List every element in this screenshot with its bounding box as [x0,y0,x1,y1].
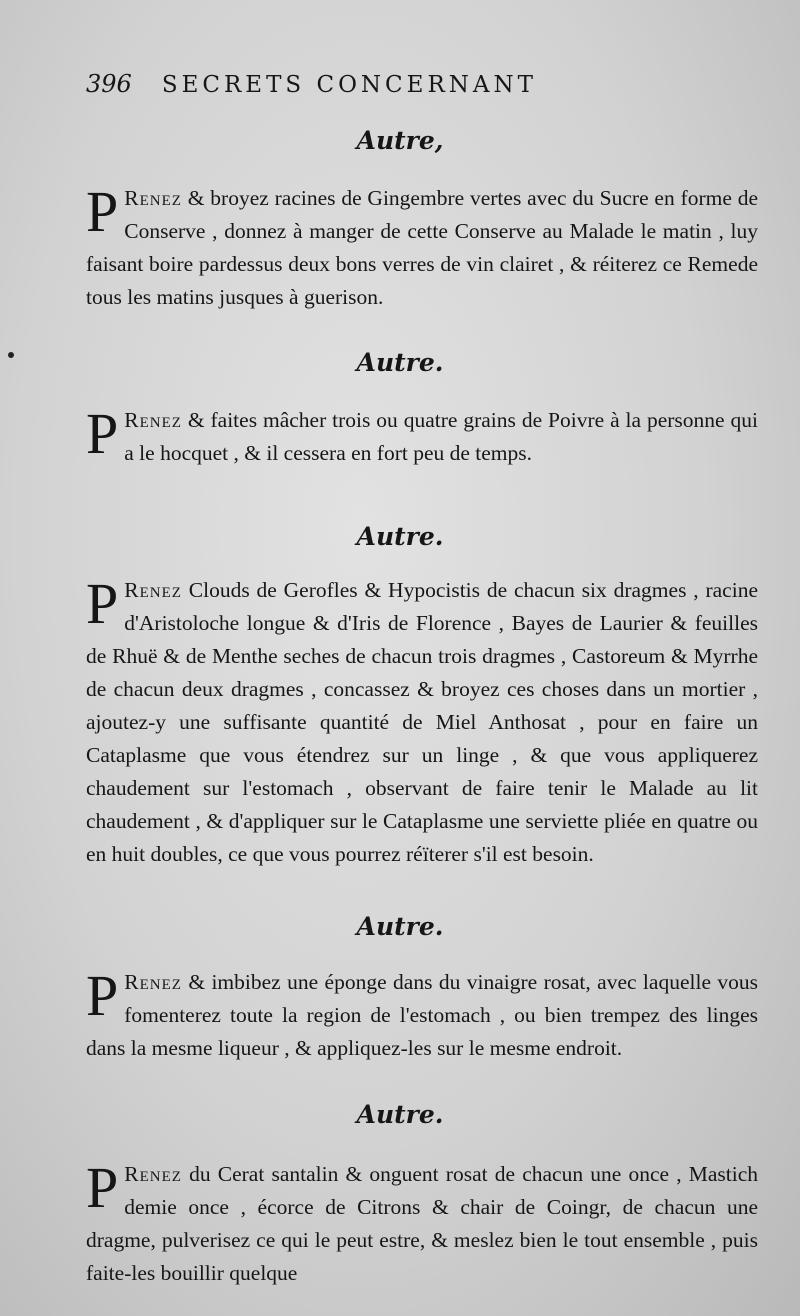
recipe-paragraph [86,1155,758,1290]
recipe-paragraph [86,571,758,871]
drop-cap: P [86,1155,119,1220]
page-number: 396 [86,70,132,98]
paragraph-text: & imbibez une éponge dans du vinaigre rosat, avec laquelle vous fomenterez toute la region de l'estomach , ou bien trempez des linges dans la mesme liqueur , & appliquez-les sur le mesme endroit. [86,970,758,1060]
opening-word: Renez [124,186,182,210]
running-title: SECRETS CONCERNANT [161,72,537,98]
opening-word: Renez [124,578,182,602]
opening-word: Renez [124,1162,182,1186]
section-heading: Autre. [356,912,444,941]
paragraph-text: & broyez racines de Gingembre vertes avec du Sucre en forme de Conserve , donnez à manger de cette Conserve au Malade le matin , luy faisant boire pardessus deux bons verres de vin clairet , & réiterez ce Remede tous les matins jusques à guerison. [86,186,758,309]
recipe-paragraph [86,401,758,470]
section-heading: Autre, [356,126,444,155]
opening-word: Renez [124,408,182,432]
recipe-paragraph [86,179,758,314]
drop-cap: P [86,401,119,466]
page-header [86,70,646,98]
recipe-paragraph [86,963,758,1065]
section-heading: Autre. [356,522,444,551]
paragraph-text: Clouds de Gerofles & Hypocistis de chacun six dragmes , racine d'Aristoloche longue & d'Iris de Florence , Bayes de Laurier & feuilles de Rhuë & de Menthe seches de chacun trois dragmes , Castoreum & Myrrhe de chacun deux dragmes , concassez & broyez ces choses dans un mortier , ajoutez-y une suffisante quantité de Miel Anthosat , pour en faire un Cataplasme que vous étendrez sur un linge , & que vous appliquerez chaudement sur l'estomach , observant de faire tenir le Malade au lit chaudement , & d'appliquer sur le Cataplasme une serviette pliée en quatre ou en huit doubles, ce que vous pourrez réïterer s'il est besoin. [86,578,758,866]
section-heading: Autre. [356,348,444,377]
section-heading: Autre. [356,1100,444,1129]
paragraph-text: du Cerat santalin & onguent rosat de chacun une once , Mastich demie once , écorce de Citrons & chair de Coingr, de chacun une dragme, pulverisez ce qui le peut estre, & meslez bien le tout ensemble , puis faite-les bouillir quelque [86,1162,758,1285]
drop-cap: P [86,963,119,1028]
drop-cap: P [86,179,119,244]
drop-cap: P [86,571,119,636]
opening-word: Renez [124,970,182,994]
paragraph-text: & faites mâcher trois ou quatre grains de Poivre à la personne qui a le hocquet , & il cessera en fort peu de temps. [124,408,758,465]
